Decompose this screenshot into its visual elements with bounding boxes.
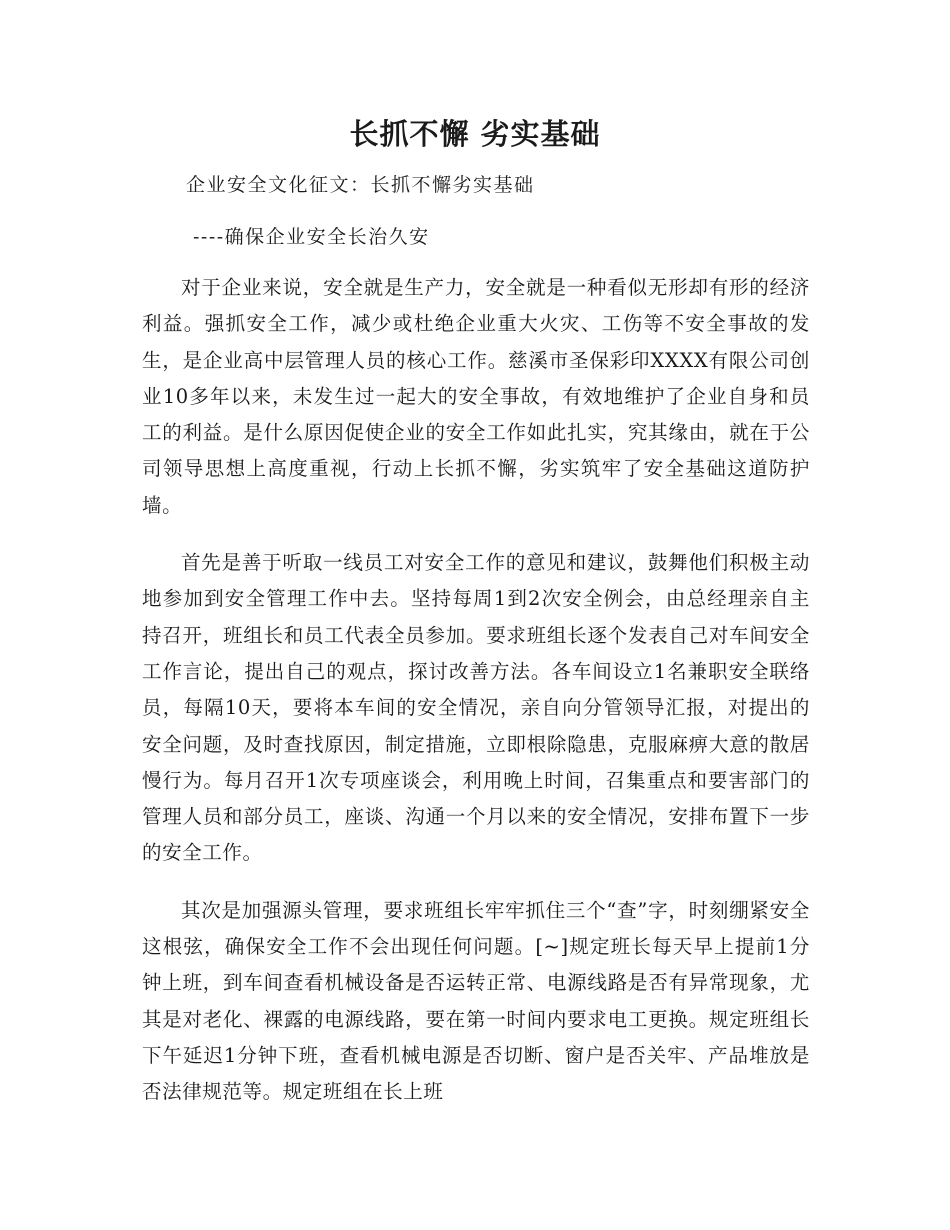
- document-subtitle: 企业安全文化征文：长抓不懈劣实基础: [186, 174, 535, 196]
- paragraph: 其次是加强源头管理，要求班组长牢牢抓住三个“查”字，时刻绷紧安全这根弦，确保安全工作不会出现任何问题。[~]规定班长每天早上提前1分钟上班，到车间查看机械设备是否运转正常、电源线路是否有异常现象，尤其是对老化、裸露的电源线路，要在第一时间内要求电工更换。规定班组长下午延迟1分钟下班，查看机械电源是否切断、窗户是否关牢、产品堆放是否法律规范等。规定班组在长上班: [142, 898, 810, 1104]
- paragraph: 对于企业来说，安全就是生产力，安全就是一种看似无形却有形的经济利益。强抓安全工作，减少或杜绝企业重大火灾、工伤等不安全事故的发生，是企业高中层管理人员的核心工作。慈溪市圣保彩印XXXX有限公司创业10多年以来，未发生过一起大的安全事故，有效地维护了企业自身和员工的利益。是什么原因促使企业的安全工作如此扎实，究其缘由，就在于公司领导思想上高度重视，行动上长抓不懈，劣实筑牢了安全基础这道防护墙。: [142, 276, 810, 517]
- paragraph: 首先是善于听取一线员工对安全工作的意见和建议，鼓舞他们积极主动地参加到安全管理工作中去。坚持每周1到2次安全例会，由总经理亲自主持召开，班组长和员工代表全员参加。要求班组长逐个发表自己对车间安全工作言论，提出自己的观点，探讨改善方法。各车间设立1名兼职安全联络员，每隔10天，要将本车间的安全情况，亲自向分管领导汇报，对提出的安全问题，及时查找原因，制定措施，立即根除隐患，克服麻痹大意的散居慢行为。每月召开1次专项座谈会，利用晚上时间，召集重点和要害部门的管理人员和部分员工，座谈、沟通一个月以来的安全情况，安排布置下一步的安全工作。: [142, 551, 810, 865]
- document-tagline: ----确保企业安全长治久安: [193, 226, 430, 248]
- document-title: 长抓不懈 劣实基础: [349, 117, 601, 151]
- document-body: [142, 270, 810, 1111]
